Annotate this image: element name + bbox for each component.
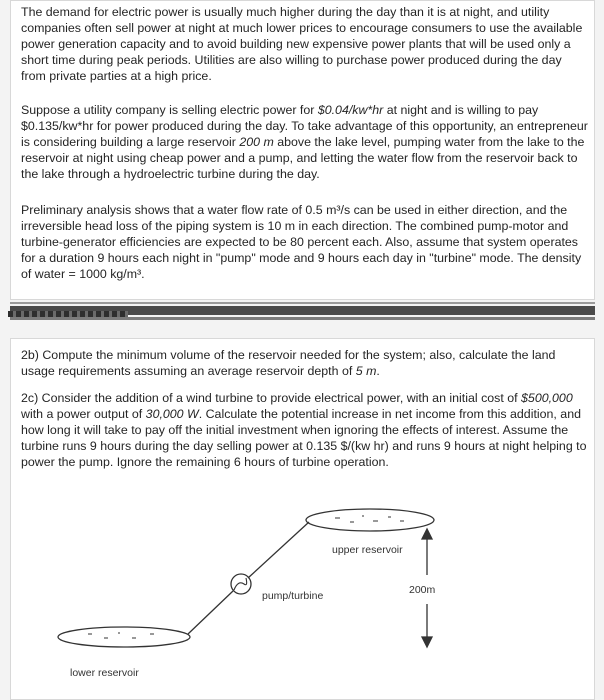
upper-pipe — [248, 522, 309, 578]
lower-water-marks — [88, 633, 154, 638]
power-output: 30,000 W — [145, 407, 199, 421]
height-label: 200m — [409, 584, 436, 596]
reservoir-height: 200 m — [239, 135, 274, 149]
scenario-text-3: above the lake level, pumping water from the lake to the reservoir at night using cheap power and a pump, and letting the water flow from the reservoir back to the lake through a hydroelectric turbine during the day. — [21, 135, 585, 181]
upper-reservoir-label: upper reservoir — [332, 544, 403, 556]
night-price: $0.04/kw*hr — [317, 103, 384, 117]
q2b-text-2: . — [376, 364, 380, 378]
intro-paragraph: The demand for electric power is usually much higher during the day than it is at night, and utility companies often sell power at night at much lower prices to encourage consumers to use the available power generation capacity and to avoid building new expensive power plants that will be used only a short time during peak periods. Utilities are also willing to purchase power produced during the day from private parties at a high price. — [21, 5, 583, 83]
reservoir-depth: 5 m — [355, 364, 377, 378]
lower-reservoir-label: lower reservoir — [70, 667, 139, 679]
lower-pipe — [188, 591, 233, 634]
q2c-text-3: . Calculate the potential increase in net income from this addition, and how long it will take to pay off the initial investment when ignoring the effects of interest. Assume the turbine runs 9 hours during the day selling power at 0.135 $/(kw hr) and runs 9 hours at night helping to power the pump. Ignore the remaining 6 hours of turbine operation. — [21, 407, 587, 469]
q2c-text-1: 2c) Consider the addition of a wind turbine to provide electrical power, with an initial cost of — [21, 391, 522, 405]
upper-reservoir-shape — [306, 509, 434, 531]
analysis-paragraph: Preliminary analysis shows that a water flow rate of 0.5 m³/s can be used in either direction, and the irreversible head loss of the piping system is 10 m in each direction. The combined pump-motor and turbine-generator efficiencies are expected to be 80 percent each. Also, assume that system operates for a duration 9 hours each night in "pump" mode and 9 hours each day in "turbine" mode. The density of water = 1000 kg/m³. — [21, 203, 582, 281]
lower-reservoir-shape — [58, 627, 190, 647]
q2c-text-2: with a power output of — [21, 407, 146, 421]
scenario-text-1: Suppose a utility company is selling electric power for — [21, 103, 318, 117]
initial-cost: $500,000 — [521, 391, 573, 405]
q2b-text-1: 2b) Compute the minimum volume of the reservoir needed for the system; also, calculate the land usage requirements assuming an average reservoir depth of — [21, 348, 556, 378]
scenario-text-2: at night and is willing to pay $0.135/kw*hr for power produced during the day. To take advantage of this opportunity, an entrepreneur is considering building a large reservoir — [21, 103, 588, 149]
pump-turbine-icon — [231, 574, 251, 594]
upper-water-marks — [335, 516, 404, 522]
pump-rotor-mark — [234, 578, 247, 590]
pump-turbine-label: pump/turbine — [262, 590, 324, 602]
